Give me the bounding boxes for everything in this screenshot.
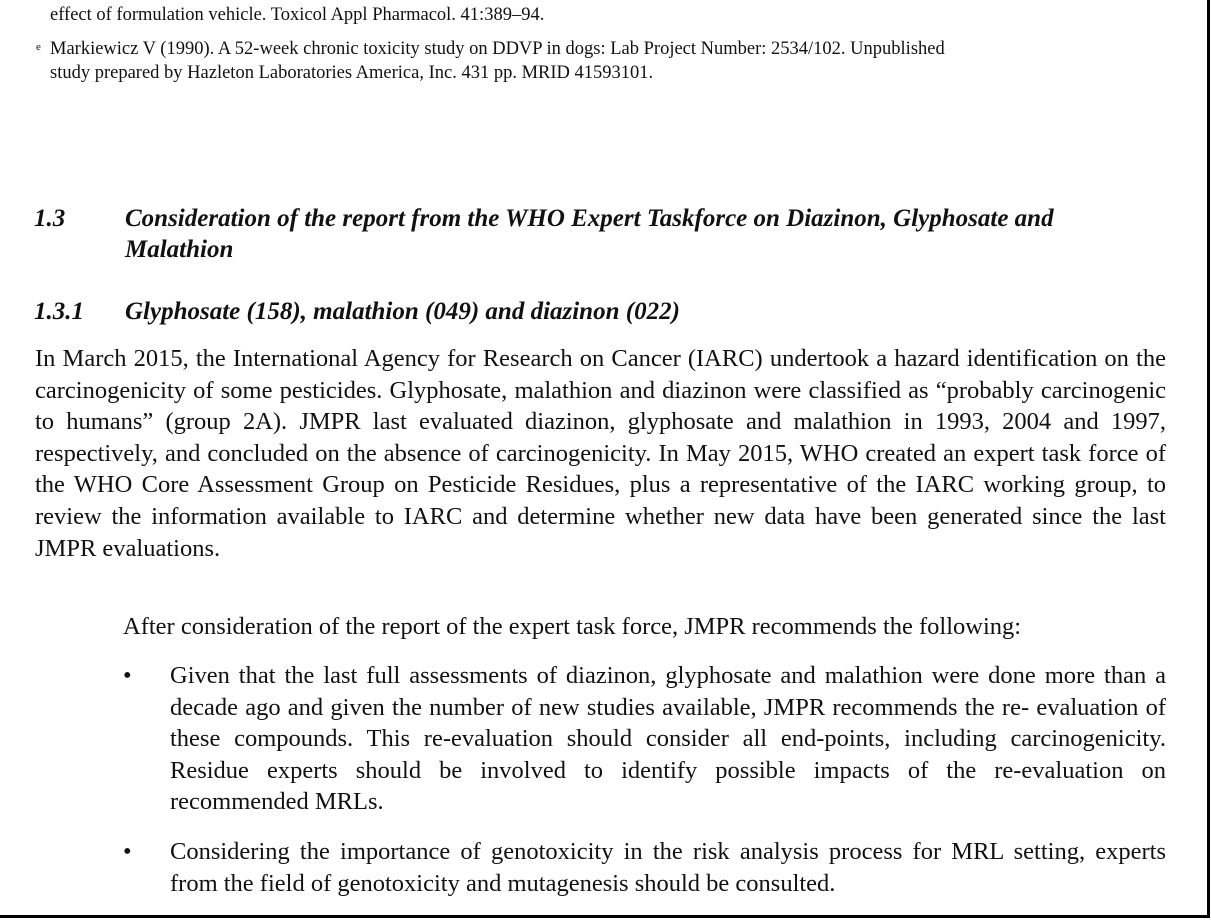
bullet-icon: • <box>123 662 132 689</box>
reference-text-line2: study prepared by Hazleton Laboratories America, Inc. 431 pp. MRID 41593101. <box>50 63 654 83</box>
section-title: Consideration of the report from the WHO Expert Taskforce on Diazinon, Glyphosate and Malathion <box>125 205 1054 263</box>
reference-d-continuation <box>36 3 1156 27</box>
reference-text-line1: Markiewicz V (1990). A 52-week chronic toxicity study on DDVP in dogs: Lab Project Number: 2534/102. Unpublished <box>50 39 945 59</box>
body-paragraph-2: After consideration of the report of the expert task force, JMPR recommends the following: <box>123 613 1022 640</box>
footnote-marker: e <box>36 41 41 53</box>
subsection-heading <box>34 296 1174 328</box>
bullet-icon: • <box>123 838 132 865</box>
recommendation-list-continued <box>123 836 1166 899</box>
list-item-text: Considering the importance of genotoxicity in the risk analysis process for MRL setting, experts from the field of genotoxicity and mutagenesis should be consulted. <box>170 838 1166 897</box>
list-item <box>123 836 1166 899</box>
list-item-text: Given that the last full assessments of diazinon, glyphosate and malathion were done more than a decade ago and given the number of new studies available, JMPR recommends the re- evaluation of these compounds. This re-evaluation should consider all end-points, including carcinogenicity. Residue experts should be involved to identify possible impacts of the re-evaluation on recommended MRLs. <box>170 662 1166 816</box>
reference-text: effect of formulation vehicle. Toxicol Appl Pharmacol. 41:389–94. <box>50 5 545 25</box>
section-heading <box>34 203 1174 267</box>
list-item <box>123 660 1166 818</box>
subsection-title: Glyphosate (158), malathion (049) and diazinon (022) <box>125 298 680 325</box>
recommendation-list <box>123 660 1166 818</box>
section-number: 1.3 <box>34 205 66 232</box>
reference-e <box>36 37 1156 85</box>
body-paragraph-1: In March 2015, the International Agency for Research on Cancer (IARC) undertook a hazard identification on the carcinogenicity of some pesticides. Glyphosate, malathion and diazinon were classified as “probably carcinogenic to humans” (group 2A). JMPR last evaluated diazinon, glyphosate and malathion in 1993, 2004 and 1997, respectively, and concluded on the absence of carcinogenicity. In May 2015, WHO created an expert task force of the WHO Core Assessment Group on Pesticide Residues, plus a representative of the IARC working group, to review the information available to IARC and determine whether new data have been generated since the last JMPR evaluations. <box>35 345 1166 562</box>
subsection-number: 1.3.1 <box>34 298 84 325</box>
